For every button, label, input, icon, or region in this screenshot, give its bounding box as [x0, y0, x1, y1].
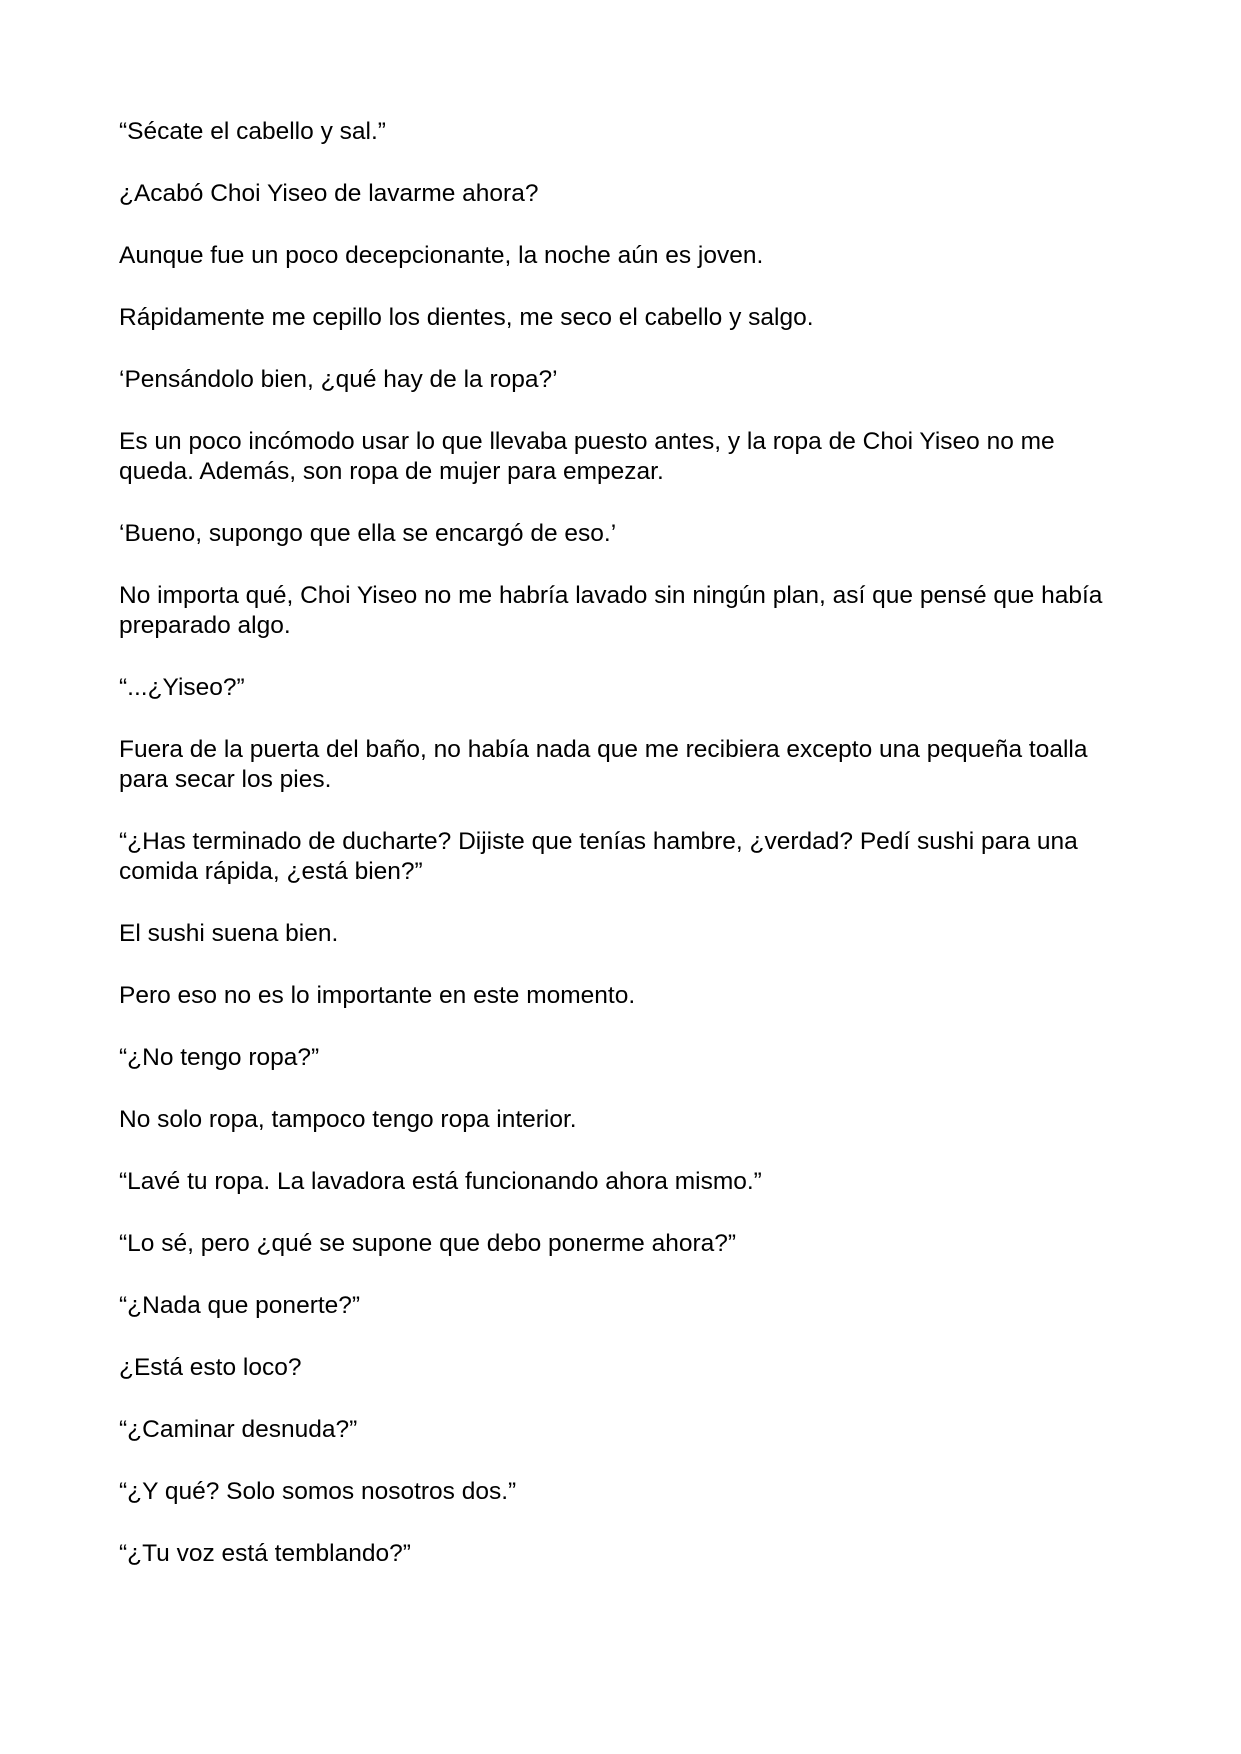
paragraph: “¿No tengo ropa?” [119, 1044, 320, 1071]
paragraph: “¿Nada que ponerte?” [119, 1292, 361, 1319]
paragraph: ¿Acabó Choi Yiseo de lavarme ahora? [119, 180, 539, 207]
paragraph: “¿Caminar desnuda?” [119, 1416, 358, 1443]
paragraph: Rápidamente me cepillo los dientes, me seco el cabello y salgo. [119, 304, 814, 331]
paragraph: ‘Pensándolo bien, ¿qué hay de la ropa?’ [119, 366, 558, 393]
paragraph: Fuera de la puerta del baño, no había nada que me recibiera excepto una pequeña toalla para secar los pies. [119, 736, 1088, 793]
paragraph: Aunque fue un poco decepcionante, la noche aún es joven. [119, 242, 764, 269]
paragraph: Es un poco incómodo usar lo que llevaba puesto antes, y la ropa de Choi Yiseo no me queda. Además, son ropa de mujer para empezar. [119, 428, 1055, 485]
paragraph: ‘Bueno, supongo que ella se encargó de eso.’ [119, 520, 617, 547]
paragraph: “¿Has terminado de ducharte? Dijiste que tenías hambre, ¿verdad? Pedí sushi para una comida rápida, ¿está bien?” [119, 828, 1078, 885]
paragraph: El sushi suena bien. [119, 920, 339, 947]
paragraph: “¿Y qué? Solo somos nosotros dos.” [119, 1478, 517, 1505]
paragraph: “¿Tu voz está temblando?” [119, 1540, 411, 1567]
paragraph: “Lavé tu ropa. La lavadora está funcionando ahora mismo.” [119, 1168, 762, 1195]
paragraph: “Sécate el cabello y sal.” [119, 118, 386, 145]
paragraph: “...¿Yiseo?” [119, 674, 245, 701]
paragraph: ¿Está esto loco? [119, 1354, 302, 1381]
paragraph: Pero eso no es lo importante en este momento. [119, 982, 636, 1009]
document-page [119, 117, 1129, 1601]
paragraph: No importa qué, Choi Yiseo no me habría lavado sin ningún plan, así que pensé que había preparado algo. [119, 582, 1103, 639]
paragraph: “Lo sé, pero ¿qué se supone que debo ponerme ahora?” [119, 1230, 737, 1257]
paragraph: No solo ropa, tampoco tengo ropa interior. [119, 1106, 577, 1133]
